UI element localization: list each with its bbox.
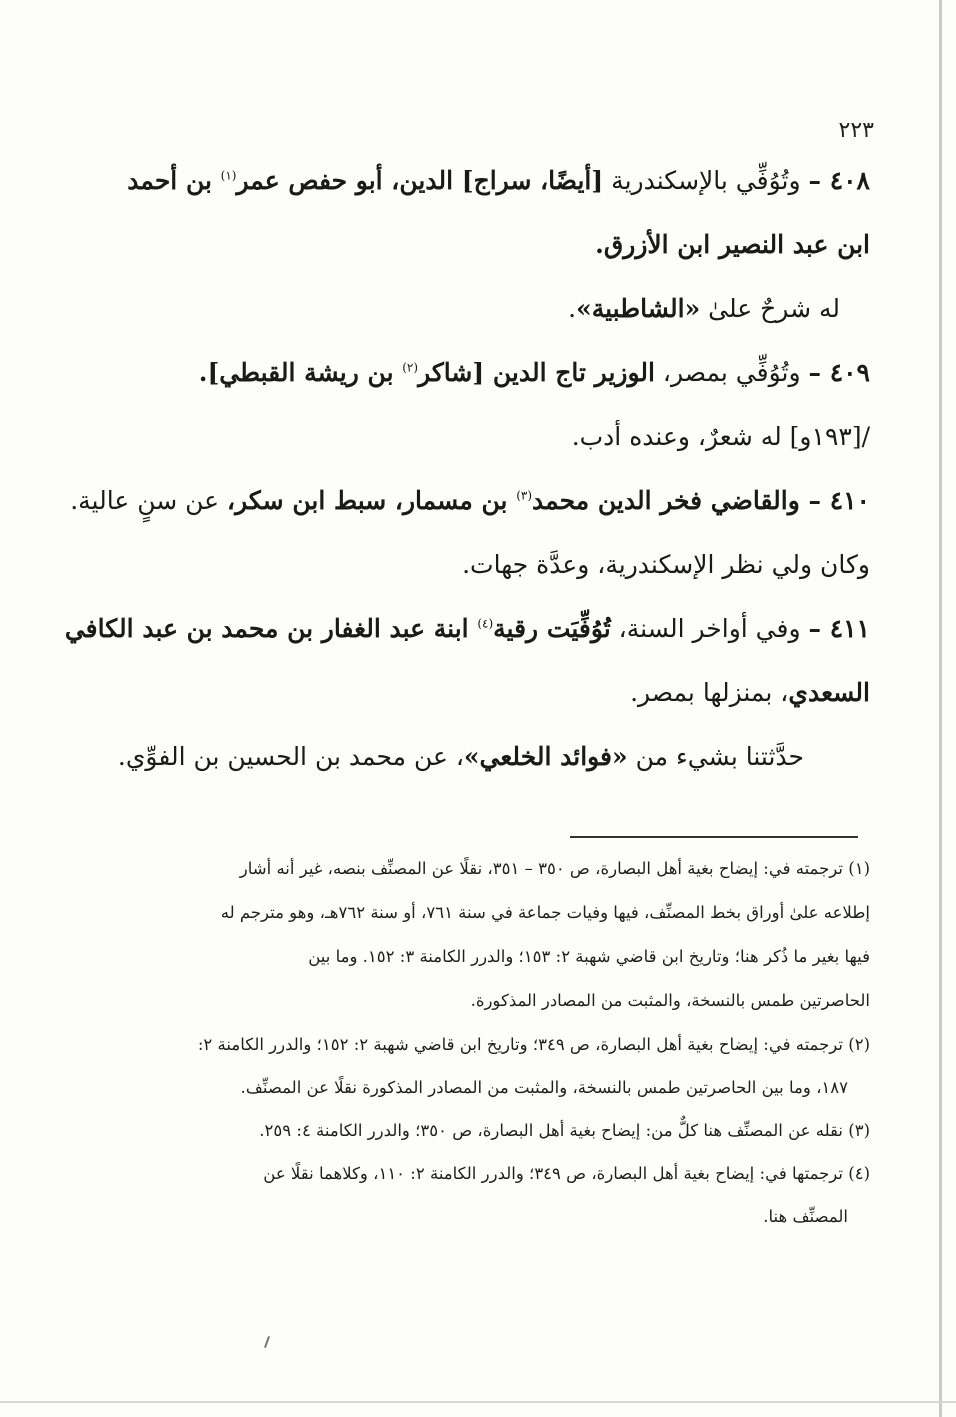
footnote-1-line: الحاصرتين طمس بالنسخة، والمثبت من المصادر المذكورة. bbox=[470, 991, 870, 1010]
entry-408-line-1 bbox=[127, 165, 870, 229]
entry-411-note bbox=[117, 741, 870, 805]
entry-text: حدَّثتنا بشيء من bbox=[627, 742, 804, 771]
entry-bold-text: السعدي bbox=[788, 678, 870, 707]
entry-number: ٤١١ – bbox=[808, 614, 870, 643]
entry-number: ٤٠٩ – bbox=[808, 358, 870, 387]
entry-text: ، بمنزلها بمصر. bbox=[630, 678, 789, 707]
footnote-ref: (٣) bbox=[516, 488, 533, 503]
entry-text: ، عن محمد بن الحسين بن الفوِّي. bbox=[117, 742, 464, 771]
footnote-ref: (١) bbox=[220, 168, 237, 183]
footnote-4-line: (٤) ترجمتها في: إيضاح بغية أهل البصارة، ص ٣٤٩؛ والدرر الكامنة ٢: ١١٠، وكلاهما نقلًا عن bbox=[263, 1164, 870, 1183]
entry-text: وفي أواخر السنة، bbox=[610, 614, 809, 643]
footnote-separator bbox=[570, 836, 858, 838]
entry-text: وتُوُفِّي بمصر، bbox=[654, 358, 809, 387]
entry-411-line-1 bbox=[64, 613, 870, 677]
entry-408-note bbox=[140, 293, 870, 357]
footnote-ref: (٤) bbox=[477, 616, 494, 631]
entry-409-note bbox=[140, 421, 870, 485]
footnote-2-line: ١٨٧، وما بين الحاصرتين طمس بالنسخة، والمثبت من المصادر المذكورة نقلًا عن المصنِّف. bbox=[240, 1078, 848, 1097]
page-edge-right bbox=[939, 0, 942, 1417]
entry-410-line-2 bbox=[140, 549, 870, 613]
entry-411-line-2 bbox=[140, 677, 870, 741]
entry-text: له شرحٌ علىٰ bbox=[700, 294, 840, 323]
entry-bold-text: الوزير تاج الدين [شاكر bbox=[418, 358, 655, 387]
footnotes bbox=[140, 858, 870, 1249]
entry-bold-text: بن أحمد bbox=[127, 166, 221, 195]
entry-408-line-2 bbox=[140, 229, 870, 293]
entry-bold-text: [أيضًا، سراج] الدين، أبو حفص عمر bbox=[236, 166, 604, 195]
entry-410-line-1 bbox=[70, 485, 870, 549]
footnote-1-line: إطلاعه علىٰ أوراق بخط المصنِّف، فيها وفيات جماعة في سنة ٧٦١، أو سنة ٧٦٢هـ، وهو مترجم له bbox=[220, 903, 870, 922]
main-text bbox=[64, 165, 870, 805]
entry-text: /[١٩٣و] له شعرٌ، وعنده أدب. bbox=[571, 422, 870, 451]
entry-text: . bbox=[568, 294, 577, 323]
page-number: ٢٢٣ bbox=[838, 118, 874, 143]
entry-text: وكان ولي نظر الإسكندرية، وعدَّة جهات. bbox=[462, 550, 870, 579]
entry-bold-text: والقاضي فخر الدين محمد bbox=[532, 486, 809, 515]
footnote-1-line: فيها بغير ما ذُكر هنا؛ وتاريخ ابن قاضي شهبة ٢: ١٥٣؛ والدرر الكامنة ٣: ١٥٢. وما بين bbox=[308, 947, 870, 966]
entry-text: عن سنٍ عالية. bbox=[70, 486, 228, 515]
entry-bold-text: ابن عبد النصير ابن الأزرق. bbox=[595, 230, 870, 259]
footnote-4-line: المصنِّف هنا. bbox=[763, 1207, 848, 1226]
page-edge-bottom bbox=[0, 1401, 956, 1403]
entry-bold-text: تُوُفِّيَت رقية bbox=[493, 614, 611, 643]
footnote-2-line: (٢) ترجمته في: إيضاح بغية أهل البصارة، ص ٣٤٩؛ وتاريخ ابن قاضي شهبة ٢: ١٥٢؛ والدرر الكامنة ٢: bbox=[197, 1035, 870, 1054]
entry-text: وتُوُفِّي بالإسكندرية bbox=[603, 166, 809, 195]
entry-bold-text: ابنة عبد الغفار بن محمد بن عبد الكافي bbox=[64, 614, 478, 643]
entry-bold-text: «الشاطبية» bbox=[576, 294, 701, 323]
entry-bold-text: «فوائد الخلعي» bbox=[463, 742, 628, 771]
footnote-3-line: (٣) نقله عن المصنِّف هنا كلٌّ من: إيضاح بغية أهل البصارة، ص ٣٥٠؛ والدرر الكامنة ٤: ٢٥٩. bbox=[259, 1121, 870, 1140]
scan-mark bbox=[264, 1336, 270, 1348]
footnote-ref: (٢) bbox=[402, 360, 419, 375]
entry-number: ٤٠٨ – bbox=[808, 166, 870, 195]
entry-number: ٤١٠ – bbox=[808, 486, 870, 515]
entry-409-line-1 bbox=[140, 357, 870, 421]
entry-bold-text: بن ريشة القبطي]. bbox=[198, 358, 403, 387]
footnote-1-line: (١) ترجمته في: إيضاح بغية أهل البصارة، ص ٣٥٠ – ٣٥١، نقلًا عن المصنِّف بنصه، غير أنه أشار bbox=[239, 859, 870, 878]
entry-bold-text: بن مسمار، سبط ابن سكر، bbox=[227, 486, 517, 515]
